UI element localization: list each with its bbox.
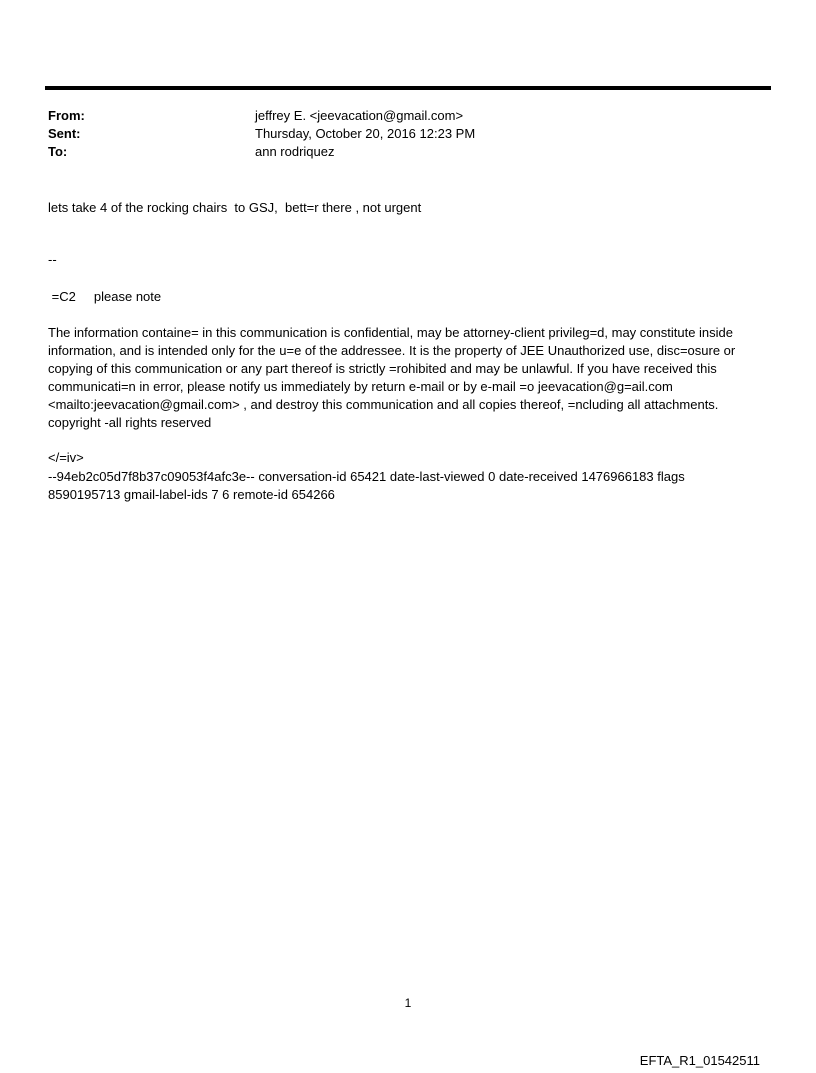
mime-boundary-metadata: --94eb2c05d7f8b37c09053f4afc3e-- conversation-id 65421 date-last-viewed 0 date-received 1476966183 flags 8590195713 gmail-label-ids 7 6 remote-id 654266 bbox=[48, 469, 689, 502]
from-value: jeffrey E. <jeevacation@gmail.com> bbox=[255, 108, 464, 123]
sent-label: Sent: bbox=[48, 126, 81, 141]
signature-separator: -- bbox=[48, 252, 57, 267]
from-label: From: bbox=[48, 108, 85, 123]
to-value: ann rodriquez bbox=[255, 144, 335, 159]
confidentiality-disclaimer: The information containe= in this communication is confidential, may be attorney-client privileg=d, may constitute inside information, and is intended only for the u=e of the addressee. It is the property of JEE Unauthorized use, disc=osure or copying of this communication or any part thereof is strictly =rohibited and may be unlawful. If you have received this communicati=n in error, please notify us immediately by return e-mail or by e-mail =o jeevacation@g=ail.com <mailto:jeevacation@gmail.com> , and destroy this communication and all copies thereof, =ncluding all attachments. copyright -all rights reserved bbox=[48, 325, 739, 430]
email-body-text: lets take 4 of the rocking chairs to GSJ, bett=r there , not urgent bbox=[48, 200, 422, 215]
header-divider-rule bbox=[45, 86, 771, 90]
email-header-block bbox=[48, 107, 756, 161]
bates-number: EFTA_R1_01542511 bbox=[639, 1053, 760, 1068]
html-closing-tag-artifact: </=iv> bbox=[48, 450, 84, 465]
header-row-to bbox=[48, 143, 756, 161]
header-row-sent bbox=[48, 125, 756, 143]
sent-value: Thursday, October 20, 2016 12:23 PM bbox=[255, 126, 476, 141]
please-note-line: =C2 please note bbox=[48, 289, 162, 304]
page-number: 1 bbox=[404, 996, 412, 1010]
header-row-from bbox=[48, 107, 756, 125]
to-label: To: bbox=[48, 144, 68, 159]
